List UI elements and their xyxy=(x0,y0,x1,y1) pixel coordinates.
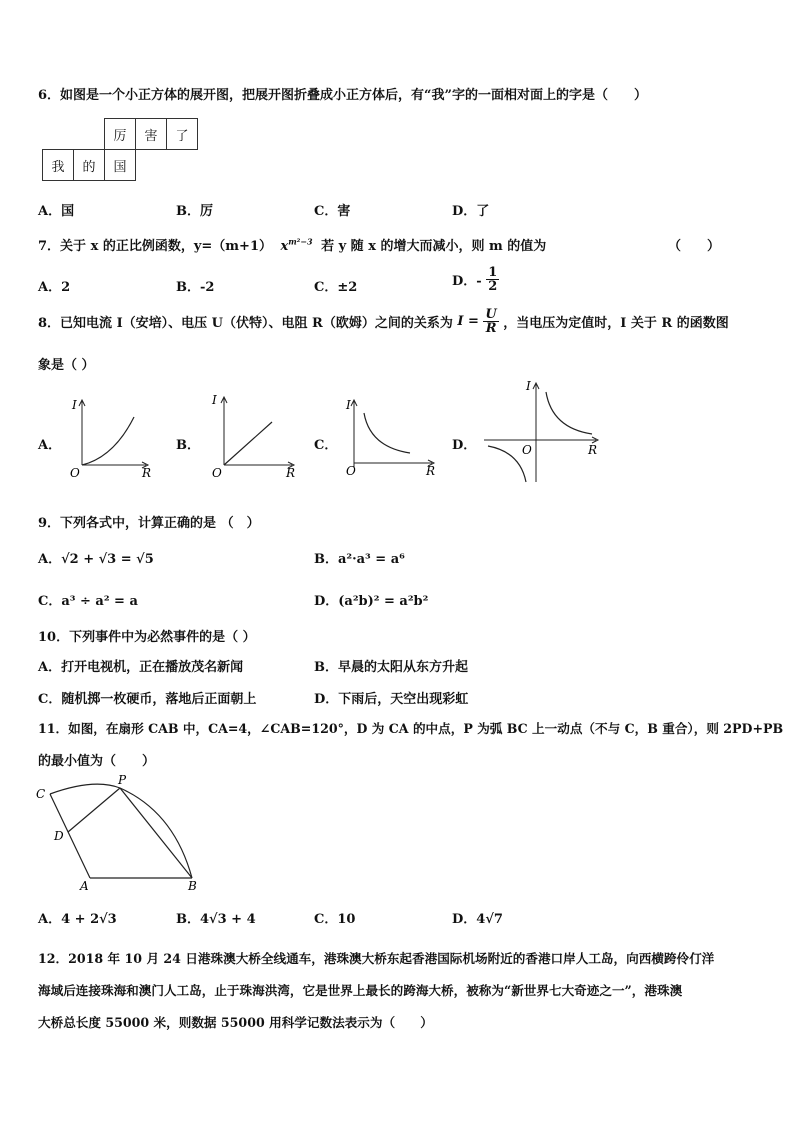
q10-option-c: C．随机掷一枚硬币，落地后正面朝上 xyxy=(38,692,257,707)
q7-option-a: A．2 xyxy=(38,280,71,295)
q11-stem-a: 11．如图，在扇形 CAB 中，CA=4，∠CAB=120°，D 为 CA 的中点，P 为弧 BC 上一动点（不与 C，B 重合），则 2PD+PB xyxy=(38,721,784,736)
q11-option-c: C．10 xyxy=(314,912,356,927)
q7-exp-power: m²−3 xyxy=(288,236,313,247)
q7-option-d xyxy=(452,266,499,293)
q10-option-a: A．打开电视机，正在播放茂名新闻 xyxy=(38,660,244,675)
axis-x-label: R xyxy=(588,443,598,457)
q11-option-a: A．4 + 2√3 xyxy=(38,912,117,927)
q12-line-3: 大桥总长度 55000 米，则数据 55000 用科学记数法表示为（ ） xyxy=(38,1015,433,1030)
q6-stem: 6．如图是一个小正方体的展开图，把展开图折叠成小正方体后，有“我”字的一面相对面上的字是（ ） xyxy=(38,88,648,103)
net-cell: 国 xyxy=(105,150,136,181)
q8-formula-den: R xyxy=(485,321,497,336)
q8-graph-b xyxy=(204,390,299,480)
q10-option-b: B．早晨的太阳从东方升起 xyxy=(314,660,468,675)
q6-option-c: C．害 xyxy=(314,204,351,219)
q7-stem-b: 若 y 随 x 的增大而减小，则 m 的值为 xyxy=(321,239,547,254)
cube-net xyxy=(42,118,198,181)
q8-stem-b: ，当电压为定值时，I 关于 R 的函数图 xyxy=(503,316,729,331)
q6-option-a: A．国 xyxy=(38,204,75,219)
axis-y-label: I xyxy=(346,398,351,412)
q7-stem-a: 7．关于 x 的正比例函数，y=（m+1） xyxy=(38,239,272,254)
net-cell: 的 xyxy=(74,150,105,181)
q11-option-b: B．4√3 + 4 xyxy=(176,912,256,927)
net-cell: 我 xyxy=(43,150,74,181)
q8-stem-c: 象是（ ） xyxy=(38,358,95,373)
origin-label: O xyxy=(522,443,532,457)
q9-stem: 9．下列各式中，计算正确的是 （ ） xyxy=(38,516,260,531)
q10-stem: 10．下列事件中为必然事件的是（ ） xyxy=(38,630,256,645)
q7-option-c: C．±2 xyxy=(314,280,358,295)
axis-y-label: I xyxy=(212,393,217,407)
q8-graph-d xyxy=(480,378,610,486)
q11-stem-b: 的最小值为（ ） xyxy=(38,754,156,769)
net-cell: 了 xyxy=(167,119,198,150)
q9-option-a: A．√2 + √3 = √5 xyxy=(38,552,154,567)
q12-line-1: 12．2018 年 10 月 24 日港珠澳大桥全线通车，港珠澳大桥东起香港国际机场附近的香港口岸人工岛，向西横跨伶仃洋 xyxy=(38,951,715,966)
point-d-label: D xyxy=(54,829,64,843)
axis-x-label: R xyxy=(142,466,152,480)
net-cell: 厉 xyxy=(105,119,136,150)
net-cell: 害 xyxy=(136,119,167,150)
q8-label-c: C． xyxy=(314,438,338,453)
q8-graph-c xyxy=(340,395,440,480)
axis-y-label: I xyxy=(72,398,77,412)
q7-paren: （ ） xyxy=(668,239,721,254)
q7-exp-base: x xyxy=(280,239,289,254)
q8-formula-num: U xyxy=(485,307,497,322)
q10-option-d: D．下雨后，天空出现彩虹 xyxy=(314,692,469,707)
q8-formula-lhs: I = xyxy=(457,314,479,329)
q7-option-d-den: 2 xyxy=(488,279,498,294)
q8-graph-a xyxy=(64,395,154,480)
point-b-label: B xyxy=(188,879,197,893)
axis-x-label: R xyxy=(426,464,436,478)
q11-option-d: D．4√7 xyxy=(452,912,503,927)
q7-option-b: B．-2 xyxy=(176,280,215,295)
axis-x-label: R xyxy=(286,466,296,480)
point-p-label: P xyxy=(118,773,127,787)
q9-option-b: B．a²·a³ = a⁶ xyxy=(314,552,405,567)
q8-label-d: D． xyxy=(452,438,477,453)
point-c-label: C xyxy=(36,787,46,801)
axis-y-label: I xyxy=(526,379,531,393)
q8-label-a: A． xyxy=(38,438,62,453)
q8-stem-a: 8．已知电流 I（安培）、电压 U（伏特）、电阻 R（欧姆）之间的关系为 xyxy=(38,316,453,331)
origin-label: O xyxy=(212,466,222,480)
q7-stem xyxy=(38,235,546,254)
q12-line-2: 海域后连接珠海和澳门人工岛，止于珠海洪湾，它是世界上最长的跨海大桥，被称为“新世界七大奇迹之一”，港珠澳 xyxy=(38,983,683,998)
q6-option-b: B．厉 xyxy=(176,204,213,219)
q6-option-d: D．了 xyxy=(452,204,490,219)
q7-option-d-prefix: D．- xyxy=(452,274,482,289)
q9-option-c: C．a³ ÷ a² = a xyxy=(38,594,138,609)
q7-option-d-num: 1 xyxy=(488,265,498,280)
origin-label: O xyxy=(70,466,80,480)
q8-stem xyxy=(38,308,729,335)
q11-sector-diagram xyxy=(34,772,210,894)
q9-option-d: D．(a²b)² = a²b² xyxy=(314,594,429,609)
q8-label-b: B． xyxy=(176,438,200,453)
point-a-label: A xyxy=(80,879,89,893)
origin-label: O xyxy=(346,464,356,478)
